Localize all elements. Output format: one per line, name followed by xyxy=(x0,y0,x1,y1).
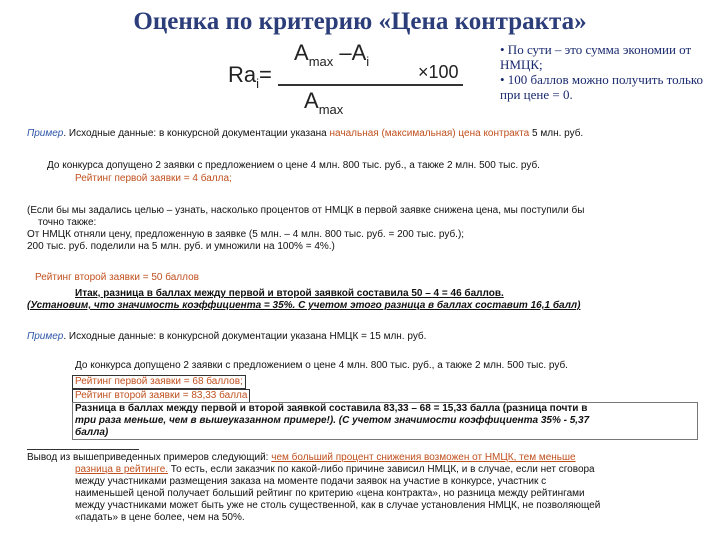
conclusion-line6: «падать» в цене более, чем на 50%. xyxy=(75,512,245,523)
example1-bids: До конкурса допущено 2 заявки с предложением о цене 4 млн. 800 тыс. руб., а также 2 млн. 500 тыс. руб. xyxy=(47,160,540,171)
example1-calc1: От НМЦК отняли цену, предложенную в заявке (5 млн. – 4 млн. 800 тыс. руб. = 200 тыс. руб.); xyxy=(27,229,465,240)
example2-diff-line3: балла) xyxy=(75,427,109,438)
example1-calc2: 200 тыс. руб. поделили на 5 млн. руб. и умножили на 100% = 4%.) xyxy=(27,241,335,252)
side-notes xyxy=(500,42,715,102)
formula-multiplier: ×100 xyxy=(418,62,459,82)
conclusion-line2: разница в рейтинге. То есть, если заказчик по какой-либо причине зависил НМЦК, и в случае, если нет сговора xyxy=(75,464,595,475)
formula-fraction-bar xyxy=(278,84,463,86)
formula-denominator: $A_{max}$ xyxy=(304,88,344,117)
example2-rating1: Рейтинг первой заявки = 68 баллов; xyxy=(72,375,246,389)
example1-rating1: Рейтинг первой заявки = 4 балла; xyxy=(75,173,232,184)
example2-rating2: Рейтинг второй заявки = 83,33 балла xyxy=(72,389,250,403)
formula-lhs: $Ra_i=$ xyxy=(228,62,272,91)
conclusion-line3: между участниками размещения заказа на моменте подачи заявок на участие в конкурсе, участник с xyxy=(75,476,547,487)
example2-bids: До конкурса допущено 2 заявки с предложением о цене 4 млн. 800 тыс. руб., а также 2 млн. 500 тыс. руб. xyxy=(75,360,568,371)
example2-diff-line2: три раза меньше, чем в вышеуказанном примере!). (С учетом значимости коэффициента 35% - 5,37 xyxy=(75,415,590,426)
example1-note: (Установим, что значимость коэффициента = 35%. С учетом этого разница в баллах составит 16,1 балл) xyxy=(27,300,581,311)
example1-paren-line1: (Если бы мы задались целью – узнать, насколько процентов от НМЦК в первой заявке снижена цена, мы поступили бы xyxy=(27,205,585,216)
example1-intro: Пример. Исходные данные: в конкурсной документации указана начальная (максимальная) цена контракта 5 млн. руб. xyxy=(27,128,584,139)
side-note-2: • 100 баллов можно получить только при цене = 0. xyxy=(500,72,704,102)
separator-line xyxy=(27,449,139,450)
rating-formula xyxy=(228,40,468,117)
conclusion-line4: наименьшей ценой получает больший рейтинг по критерию «цена контракта», но разница между рейтингами xyxy=(75,488,585,499)
side-note-1: • По сути – это сумма экономии от НМЦК; xyxy=(500,42,692,72)
example2-intro: Пример. Исходные данные: в конкурсной документации указана НМЦК = 15 млн. руб. xyxy=(27,331,427,342)
example1-paren-line2: точно также: xyxy=(38,217,97,228)
conclusion-line1: Вывод из вышеприведенных примеров следующий: чем больший процент снижения возможен от НМЦК, тем меньше xyxy=(27,452,576,463)
example2-diff-line1: Разница в баллах между первой и второй заявкой составила 83,33 – 68 = 15,33 балла (разница почти в xyxy=(75,403,588,414)
example1-rating2: Рейтинг второй заявки = 50 баллов xyxy=(35,272,199,283)
formula-numerator: $A_{max}$ $-A_i$ xyxy=(294,40,370,69)
page-title: Оценка по критерию «Цена контракта» xyxy=(133,8,587,35)
conclusion-line5: между участниками может быть уже не столь существенной, как в случае установления НМЦК, не позволяющей xyxy=(75,500,601,511)
example1-difference: Итак, разница в баллах между первой и второй заявкой составила 50 – 4 = 46 баллов. xyxy=(75,288,504,299)
